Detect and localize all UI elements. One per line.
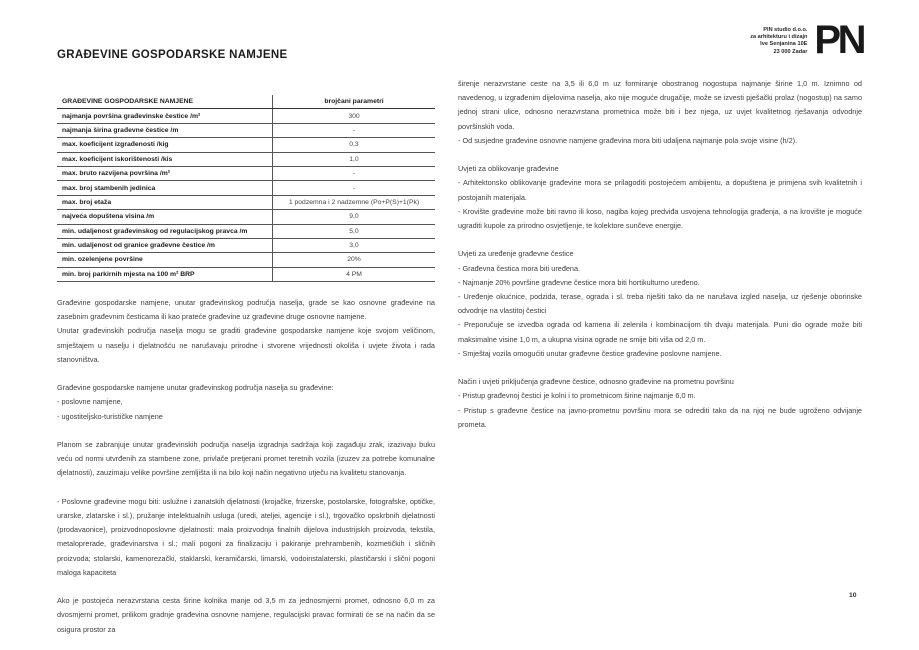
paragraph: Unutar građevinskih područja naselja mogu se graditi građevine gospodarske namjene koje svojom veličinom, smještajem u naselju i djelatnošću ne narušavaju prirodne i stvorene vrijednosti okoliša i uvjete života i rada stanovništva. (57, 326, 435, 364)
parameter-label: najmanja širina građevne čestice /m (57, 123, 273, 137)
page-title: GRAĐEVINE GOSPODARSKE NAMJENE (57, 49, 288, 61)
parameter-label: min. broj parkirnih mjesta na 100 m² BRP (57, 267, 273, 281)
table-row (57, 109, 435, 123)
paragraph: - Preporučuje se izvedba ograda od kamena ili zelenila i kombinacijom tih dvaju materijala. Puni dio ograde može biti maksimalne visine 1,0 m, a ukupna visina ograde ne smije biti viša od 2,0 m. (458, 320, 862, 344)
parameter-value: 9,0 (273, 210, 436, 224)
parameter-value: 4 PM (273, 267, 436, 281)
paragraph: - poslovne namjene, (57, 397, 123, 407)
table-row (57, 181, 435, 195)
parameter-value: 1,0 (273, 152, 436, 166)
table-header-value: brojčani parametri (273, 95, 436, 109)
parameter-value: 5,0 (273, 224, 436, 238)
parameter-label: max. broj etaža (57, 195, 273, 209)
parameter-label: min. udaljenost od granice građevne čestice /m (57, 238, 273, 252)
table-row (57, 210, 435, 224)
paragraph: - Poslovne građevine mogu biti: uslužne i zanatskih djelatnosti (krojačke, frizerske, postolarske, fotografske, optičke, urarske, zlatarske i sl.), pružanje intelektualnih usluga (uredi, ateljei, agencije i sl.), trgovačko opskrbnih djelatnosti (prodavaonice), proizvodnoposlovne djelatnosti: mala proizvodnja finalnih dijelova industrijskih proizvoda, tekstila, metaloprerade, građevinarstva i sl.; mali pogoni za finalizaciju i pakiranje prehrambenih, kozmetičkih i sličnih proizvoda; stolarski, kamenorezački, staklarski, keramičarski, limarski, vodoinstalaterski, plastičarski i slični pogoni maloga kapaciteta (57, 496, 435, 577)
table-header-label: GRAĐEVINE GOSPODARSKE NAMJENE (57, 95, 273, 109)
parameter-label: min. udaljenost građevinskog od regulacijskog pravca /m (57, 224, 273, 238)
paragraph: Ako je postojeća nerazvrstana cesta širine kolnika manje od 3,5 m za jednosmjerni promet, odnosno 6,0 m za dvosmjerni promet, prilikom gradnje građevina osnovne namjene, regulacijski pravac formirati će se na način da se osigura prostor za (57, 596, 435, 634)
paragraph: Uvjeti za uređenje građevne čestice (458, 249, 574, 259)
page-number: 10 (849, 592, 857, 599)
parameter-label: min. ozelenjene površine (57, 253, 273, 267)
paragraph: Uvjeti za oblikovanje građevine (458, 164, 559, 174)
table-header-row (57, 95, 435, 109)
parameter-label: max. koeficijent iskorištenosti /kis (57, 152, 273, 166)
parameter-value: 3,0 (273, 238, 436, 252)
company-street: Ive Senjanina 10E (760, 41, 808, 48)
parameter-label: max. bruto razvijena površina /m² (57, 166, 273, 180)
parameter-label: max. koeficijent izgrađenosti /kig (57, 138, 273, 152)
table-row (57, 224, 435, 238)
paragraph: - Od susjedne građevine osnovne namjene građevina mora biti udaljena najmanje pola svoje visine (h/2). (458, 135, 798, 145)
parameter-label: najmanja površina građevinske čestice /m² (57, 109, 273, 123)
paragraph: - Građevna čestica mora biti uređena. (458, 263, 581, 273)
table-row (57, 195, 435, 209)
paragraph: - Pristup s građevne čestice na javno-prometnu površinu mora se odrediti tako da na njoj ne bude ugroženo odvijanje prometa. (458, 405, 862, 429)
right-text-column (458, 77, 862, 432)
paragraph: Građevine gospodarske namjene unutar građevinskog područja naselja su građevine: (57, 383, 334, 393)
paragraph: - Arhitektonsko oblikovanje građevine mora se prilagoditi postojećem ambijentu, a dopuštena je primjena svih kvalitetnih i postojanih materijala. (458, 178, 862, 202)
parameters-table (57, 95, 435, 282)
paragraph: širenje nerazvrstane ceste na 3,5 ili 6,0 m uz formiranje obostranog nogostupa najmanje širine 1,0 m. Iznimno od navedenog, u izgrađenim dijelovima naselja, ako nije moguće drugačije, može se izvesti pješački prolaz (nogostup) na samo jednoj strani ulice, odnosno nerazvrstana prometnica može biti i bez njega, uz uvjet kvalitetnog rješavanja odvodnje površinskih voda. (458, 79, 862, 131)
table-row (57, 166, 435, 180)
paragraph: - Pristup građevnoj čestici je kolni i to prometnicom širine najmanje 6,0 m. (458, 391, 696, 401)
parameter-value: 0,3 (273, 138, 436, 152)
parameter-label: max. broj stambenih jedinica (57, 181, 273, 195)
table-row (57, 123, 435, 137)
paragraph: - Najmanje 20% površine građevne čestice mora biti hortikulturno uređeno. (458, 277, 700, 287)
paragraph: - Krovište građevine može biti ravno ili koso, nagiba kojeg predviđa usvojena tehnologija građenja, a na krovište je moguće ugraditi kupole za prirodno osvjetljenje, te kolektore sunčeve energije. (458, 206, 862, 231)
paragraph: Način i uvjeti priključenja građevne čestice, odnosno građevine na prometnu površinu (458, 377, 734, 387)
parameter-value: 300 (273, 109, 436, 123)
table-row (57, 138, 435, 152)
parameter-value: - (273, 123, 436, 137)
table-row (57, 238, 435, 252)
company-name: PIN studio d.o.o. (763, 27, 808, 33)
table-row (57, 152, 435, 166)
parameter-label: najveća dopuštena visina /m (57, 210, 273, 224)
company-logo-icon: PN (814, 18, 863, 62)
company-tagline: za arhitekturu i dizajn (750, 34, 808, 41)
left-text-column (57, 296, 435, 637)
paragraph: Građevine gospodarske namjene, unutar građevinskog područja naselja, grade se kao osnovne građevine na zasebnim građevnim česticama ili kao prateće građevine uz građevine druge osnovne namjene. (57, 298, 435, 322)
parameter-value: - (273, 166, 436, 180)
company-address (750, 25, 807, 56)
paragraph: Planom se zabranjuje unutar građevinskih područja naselja izgradnja sadržaja koji zagađuju zrak, izazivaju buku veću od normi utvrđenih za stambene zone, privlače pretjerani promet teretnih vozila (izuzev za potrebe komunalne djelatnosti), zauzimaju velike površine zemljišta ili na bilo koji način negativno utječu na kvalitetu stanovanja. (57, 440, 435, 478)
table-body (57, 109, 435, 282)
letterhead (750, 18, 863, 62)
parameter-value: - (273, 181, 436, 195)
parameter-value: 1 podzemna i 2 nadzemne (Po+P(S)+1(Pk) (273, 195, 436, 209)
company-city: 23 000 Zadar (773, 48, 808, 55)
table-row (57, 253, 435, 267)
paragraph: - Smještaj vozila omogućiti unutar građevne čestice građevine poslovne namjene. (458, 348, 722, 358)
paragraph: - ugostiteljsko-turističke namjene (57, 411, 163, 421)
table-row (57, 267, 435, 281)
paragraph: - Uređenje okućnice, podzida, terase, ograda i sl. treba riješiti tako da ne narušava izgled naselja, uz rješenje oborinske odvodnje na vlastitoj čestici (458, 292, 862, 316)
parameter-value: 20% (273, 253, 436, 267)
